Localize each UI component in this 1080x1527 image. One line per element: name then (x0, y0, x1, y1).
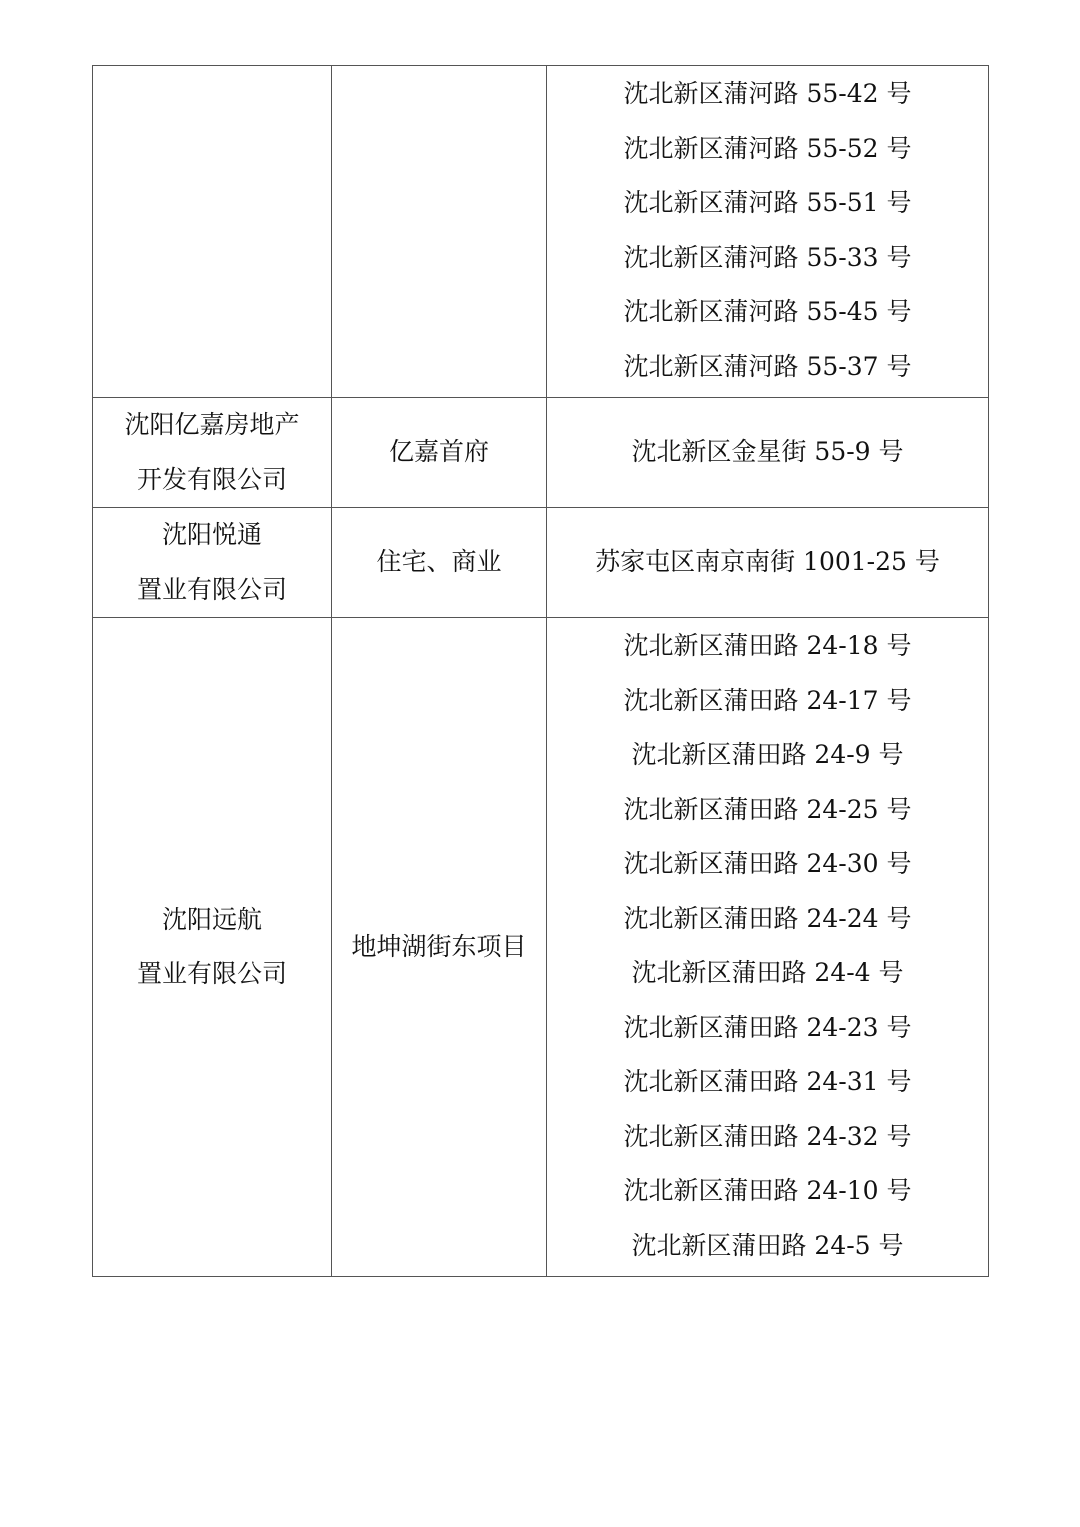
address-line: 沈北新区蒲河路 55-51 号 (623, 188, 912, 217)
address-line: 沈北新区金星街 55-9 号 (631, 437, 904, 467)
address-line: 苏家屯区南京南街 1001-25 号 (595, 547, 940, 577)
project-cell: 亿嘉首府 (332, 398, 547, 508)
company-name-line: 沈阳悦通 (161, 520, 262, 549)
address-cell (547, 508, 989, 618)
address-line: 沈北新区蒲田路 24-25 号 (623, 794, 912, 824)
project-cell: 地坤湖街东项目 (332, 618, 547, 1277)
address-line: 沈北新区蒲河路 55-37 号 (623, 351, 912, 381)
address-line: 沈北新区蒲河路 55-42 号 (623, 79, 912, 108)
company-name-line: 置业有限公司 (136, 574, 287, 604)
address-line: 沈北新区蒲河路 55-45 号 (623, 297, 912, 326)
address-cell (547, 618, 989, 1277)
address-cell (547, 66, 989, 398)
address-line: 沈北新区蒲田路 24-4 号 (631, 958, 904, 987)
company-cell (93, 618, 332, 1277)
table-row (93, 508, 989, 618)
address-line: 沈北新区蒲田路 24-32 号 (623, 1121, 912, 1151)
address-line: 沈北新区蒲河路 55-33 号 (623, 242, 912, 272)
project-cell (332, 66, 547, 398)
address-line: 沈北新区蒲田路 24-23 号 (623, 1012, 912, 1042)
table-row (93, 398, 989, 508)
address-line: 沈北新区蒲田路 24-5 号 (631, 1230, 904, 1260)
company-cell (93, 66, 332, 398)
company-name-line: 开发有限公司 (136, 464, 287, 494)
table-row (93, 618, 989, 1277)
company-name-line: 沈阳远航 (161, 904, 262, 934)
address-line: 沈北新区蒲田路 24-24 号 (623, 903, 912, 933)
company-name-line: 置业有限公司 (136, 959, 287, 988)
address-line: 沈北新区蒲田路 24-10 号 (623, 1176, 912, 1205)
address-line: 沈北新区蒲田路 24-30 号 (623, 849, 912, 878)
address-cell (547, 398, 989, 508)
address-line: 沈北新区蒲田路 24-31 号 (623, 1067, 912, 1096)
table-row (93, 66, 989, 398)
company-cell (93, 398, 332, 508)
address-line: 沈北新区蒲河路 55-52 号 (623, 133, 912, 163)
project-cell: 住宅、商业 (332, 508, 547, 618)
company-cell (93, 508, 332, 618)
property-table (92, 65, 989, 1277)
company-name-line: 沈阳亿嘉房地产 (124, 410, 300, 439)
address-line: 沈北新区蒲田路 24-9 号 (631, 740, 904, 769)
address-line: 沈北新区蒲田路 24-17 号 (623, 685, 912, 715)
address-line: 沈北新区蒲田路 24-18 号 (623, 631, 912, 660)
